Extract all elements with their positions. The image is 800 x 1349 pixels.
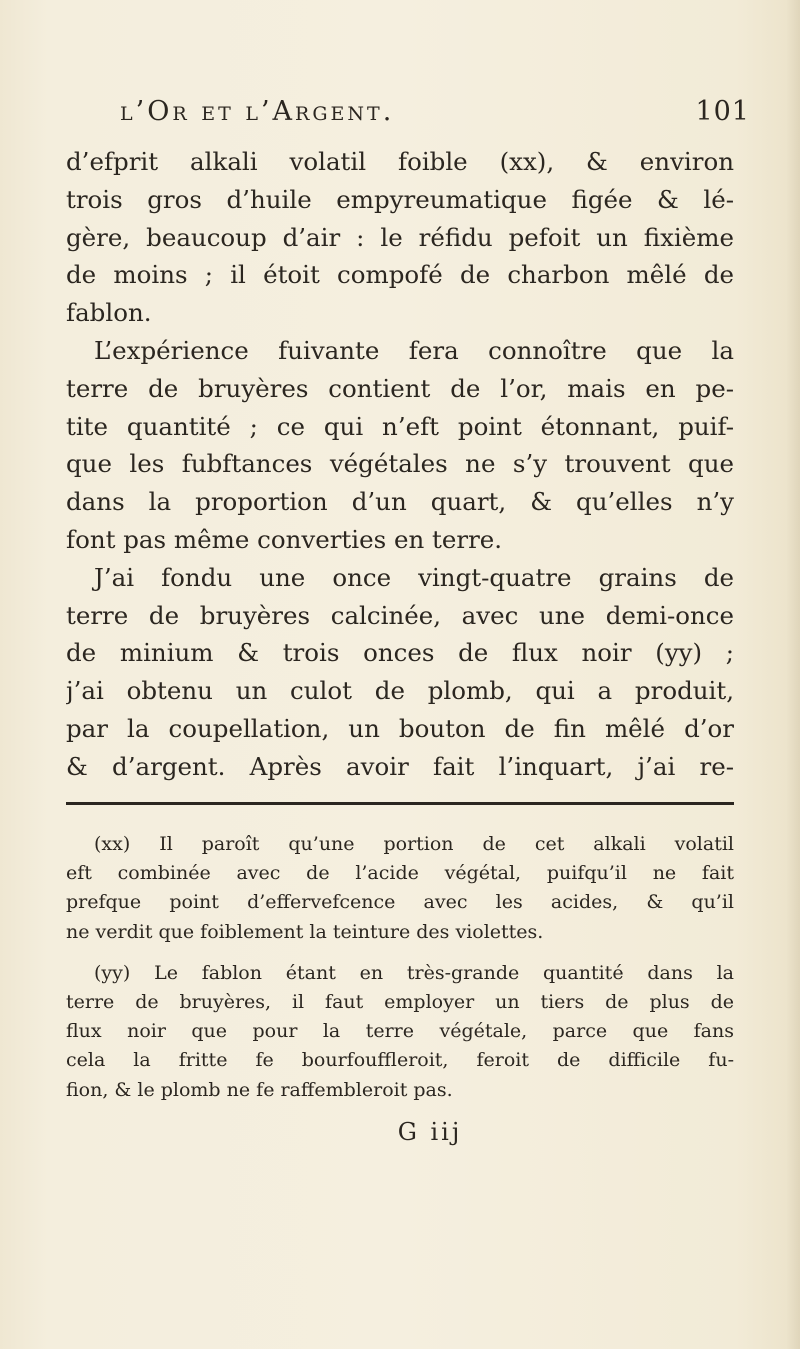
footnote-line: eft combinée avec de l’acide végétal, puifqu’il ne fait bbox=[66, 862, 734, 885]
running-head bbox=[120, 96, 750, 136]
text-line: de minium & trois onces de flux noir (yy) ; bbox=[66, 638, 734, 668]
text-line: & d’argent. Après avoir fait l’inquart, j’ai re- bbox=[66, 751, 734, 781]
footnote-xx bbox=[66, 830, 734, 947]
text-line: par la coupellation, un bouton de fin mêlé d’or bbox=[66, 713, 734, 743]
text-line: d’efprit alkali volatil foible (xx), & environ bbox=[66, 147, 734, 176]
page-edge-shadow bbox=[786, 0, 800, 1349]
footnote-line: ne verdit que foiblement la teinture des violettes. bbox=[66, 920, 544, 943]
main-text bbox=[66, 143, 734, 786]
footnote-line: fion, & le plomb ne fe raffembleroit pas. bbox=[66, 1078, 453, 1101]
signature-text: G iij bbox=[397, 1118, 463, 1146]
footnote-yy bbox=[66, 959, 734, 1105]
footnote-line: cela la fritte fe bourfouffleroit, feroit de difficile fu- bbox=[66, 1049, 734, 1072]
text-line: trois gros d’huile empyreumatique figée & lé- bbox=[66, 184, 734, 214]
running-head-title: l’Or et l’Argent. bbox=[120, 96, 395, 127]
text-line: dans la proportion d’un quart, & qu’elles n’y bbox=[66, 487, 734, 517]
text-line: font pas même converties en terre. bbox=[66, 524, 503, 554]
text-line: L’expérience fuivante fera connoître que la bbox=[94, 335, 734, 365]
text-line: de moins ; il étoit compofé de charbon mêlé de bbox=[66, 260, 734, 290]
footnote-line: (xx) Il paroît qu’une portion de cet alkali volatil bbox=[94, 833, 734, 855]
text-line: J’ai fondu une once vingt-quatre grains de bbox=[94, 562, 734, 592]
text-line: j’ai obtenu un culot de plomb, qui a produit, bbox=[66, 676, 734, 706]
footnote-line: flux noir que pour la terre végétale, parce que fans bbox=[66, 1020, 734, 1043]
footnote-line: prefque point d’effervefcence avec les acides, & qu’il bbox=[66, 891, 734, 914]
text-line: que les fubftances végétales ne s’y trouvent que bbox=[66, 449, 734, 479]
signature-mark bbox=[0, 1118, 800, 1146]
text-line: gère, beaucoup d’air : le réfidu pefoit un fixième bbox=[66, 222, 734, 252]
footnotes bbox=[66, 830, 734, 1117]
page-number: 101 bbox=[695, 96, 750, 127]
footnote-line: terre de bruyères, il faut employer un tiers de plus de bbox=[66, 990, 734, 1013]
text-line: terre de bruyères calcinée, avec une demi-once bbox=[66, 600, 734, 630]
footnote-line: (yy) Le fablon étant en très-grande quantité dans la bbox=[94, 961, 734, 984]
footnote-rule bbox=[66, 802, 734, 805]
text-line: tite quantité ; ce qui n’eft point étonnant, puif- bbox=[66, 411, 734, 441]
text-line: terre de bruyères contient de l’or, mais en pe- bbox=[66, 373, 734, 403]
text-line: fablon. bbox=[66, 298, 152, 328]
